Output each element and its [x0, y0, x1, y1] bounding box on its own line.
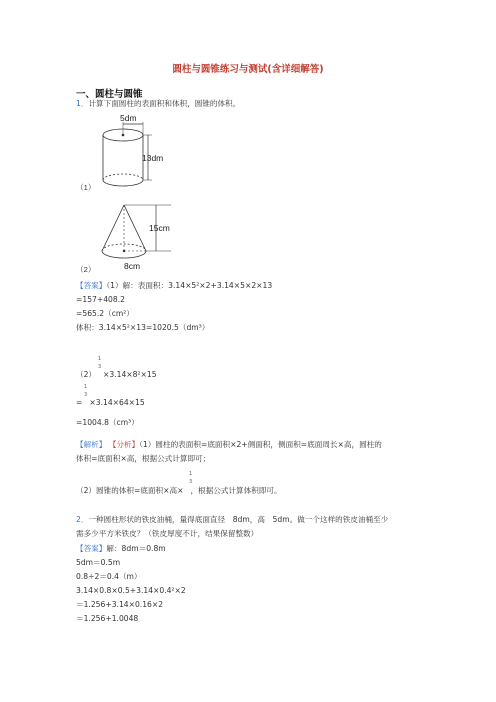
answer-tag: 【答案】	[76, 544, 107, 553]
fraction-denominator: 3	[84, 392, 88, 398]
answer-line	[76, 398, 145, 408]
answer-line	[76, 281, 272, 291]
analysis-text: ，根据公式计算体积即可。	[190, 486, 282, 495]
answer-line	[76, 370, 157, 380]
question-text: 需多少平方米铁皮？（铁皮厚度不计，结果保留整数）	[76, 529, 259, 538]
answer-line: ＝1.256+3.14×0.16×2	[76, 600, 164, 609]
answer-prefix: （2）	[76, 370, 97, 379]
question-1	[76, 99, 240, 109]
answer-line: 3.14×0.8×0.5+3.14×0.4²×2	[76, 586, 186, 595]
answer-line: =1004.8（cm³）	[76, 418, 139, 427]
question-2	[76, 515, 388, 525]
analysis-text: （2）圆锥的体积=底面积×高×	[76, 486, 184, 495]
analysis-line: 体积=底面积×高，根据公式计算即可；	[76, 454, 211, 463]
answer-prefix: =	[76, 398, 83, 407]
answer-line: ＝1.256+1.0048	[76, 614, 139, 623]
analysis-tag: 【解析】	[76, 440, 107, 449]
document-title: 圆柱与圆锥练习与测试(含详细解答)	[172, 64, 324, 75]
fraction-numerator: 1	[98, 356, 102, 362]
question-text: 一种圆柱形状的铁皮油桶，量得底面直径 8dm，高 5dm。做一个这样的铁皮油桶至少	[88, 515, 389, 524]
figure-label: （2）	[76, 265, 96, 274]
fraction-numerator: 1	[189, 471, 193, 477]
analysis-line	[76, 486, 282, 496]
answer-text: 解：8dm＝0.8m	[106, 544, 166, 553]
answer-line: 体积：3.14×5²×13=1020.5（dm³）	[76, 323, 210, 332]
fraction-denominator: 3	[189, 479, 193, 485]
answer-text: （1）解：表面积：3.14×5²×2+3.14×5×2×13	[106, 281, 273, 290]
answer-text: ×3.14×64×15	[89, 398, 145, 407]
section-heading: 一、圆柱与圆锥	[76, 89, 143, 100]
answer-line: =565.2（cm²）	[76, 309, 134, 318]
question-number: 1．	[76, 99, 89, 108]
cone-base-label: 8cm	[124, 261, 141, 271]
fraction-denominator: 3	[98, 364, 102, 370]
answer-tag: 【答案】	[76, 281, 107, 290]
analysis-subtag: 【分析】	[108, 440, 140, 449]
figure-label: （1）	[76, 183, 96, 192]
height-label: 13dm	[142, 153, 164, 163]
analysis-line	[76, 440, 382, 450]
answer-line: 0.8÷2＝0.4（m）	[76, 572, 142, 581]
answer-line: 5dm＝0.5m	[76, 558, 121, 567]
question-text: 计算下面圆柱的表面积和体积，圆锥的体积。	[88, 99, 241, 108]
fraction-numerator: 1	[84, 384, 88, 390]
question-number: 2．	[76, 515, 89, 524]
diameter-label: 5dm	[120, 113, 137, 123]
cylinder-figure	[76, 110, 226, 198]
cone-figure	[76, 198, 226, 274]
answer-line	[76, 544, 166, 554]
analysis-text: （1）圆柱的表面积=底面积×2+侧面积，侧面积=底面周长×高，圆柱的	[139, 440, 382, 449]
answer-line: =157+408.2	[76, 295, 125, 304]
answer-text: ×3.14×8²×15	[103, 370, 157, 379]
cone-height-label: 15cm	[149, 223, 170, 233]
